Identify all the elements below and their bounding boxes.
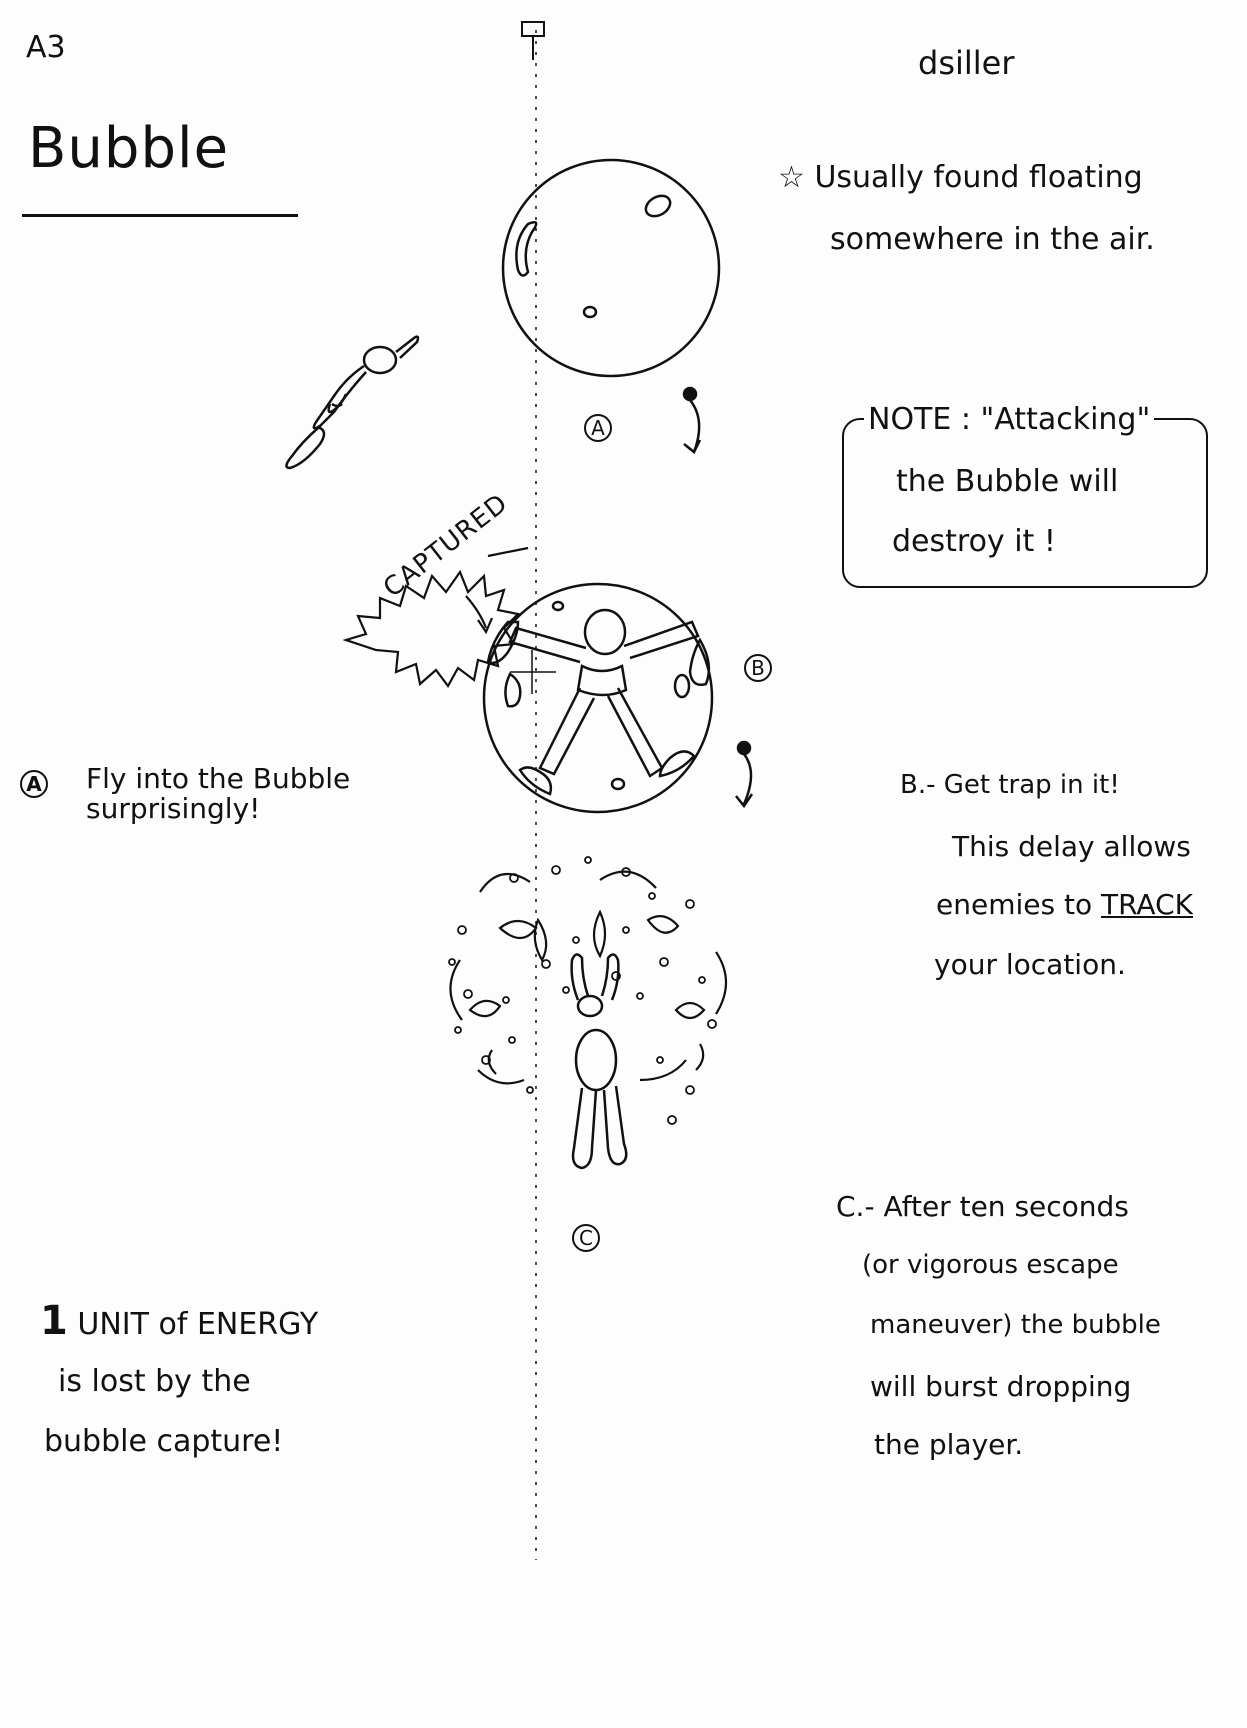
caption-c-line-1: C.- After ten seconds — [836, 1190, 1129, 1223]
energy-unit-number: 1 — [40, 1298, 68, 1344]
note-line-2: destroy it ! — [892, 524, 1056, 559]
stage-b-arrow — [736, 742, 752, 806]
bubble-with-trapped-player — [484, 584, 712, 812]
energy-line-3: bubble capture! — [44, 1424, 284, 1459]
printer-mark — [522, 22, 544, 60]
bubble-empty — [503, 160, 719, 376]
habitat-text-1: Usually found floating — [814, 160, 1143, 195]
note-line-1: the Bubble will — [896, 464, 1119, 499]
caption-b-line-3-text: enemies to — [936, 888, 1101, 921]
energy-line-2: is lost by the — [58, 1364, 251, 1399]
caption-b-line-1: B.- Get trap in it! — [900, 770, 1120, 800]
falling-player-figure — [572, 954, 627, 1168]
caption-b-line-4: your location. — [934, 948, 1126, 981]
captured-label: CAPTURED — [378, 488, 514, 604]
page-title: Bubble — [28, 116, 230, 181]
stage-c-marker: C — [572, 1224, 600, 1252]
caption-b-line-3 — [936, 888, 1193, 921]
flying-player-figure — [286, 337, 418, 468]
caption-c-line-5: the player. — [874, 1428, 1024, 1461]
page-number: A3 — [26, 30, 66, 65]
caption-a — [86, 764, 350, 824]
caption-c-line-3: maneuver) the bubble — [870, 1310, 1161, 1340]
stage-b-marker: B — [744, 654, 772, 682]
track-emphasis: TRACK — [1100, 888, 1193, 921]
caption-a-line-2: surprisingly! — [86, 792, 261, 825]
caption-a-line-1: Fly into the Bubble — [86, 762, 351, 795]
habitat-line-2: somewhere in the air. — [830, 222, 1155, 257]
stage-a-marker: A — [584, 414, 612, 442]
caption-a-marker: A — [20, 770, 48, 798]
caption-c-line-4: will burst dropping — [870, 1370, 1132, 1403]
energy-line-1 — [40, 1298, 318, 1344]
caption-c-line-2: (or vigorous escape — [862, 1250, 1119, 1280]
author-signature: dsiller — [918, 44, 1015, 82]
stage-a-arrow — [684, 388, 700, 452]
energy-line-1-text: UNIT of ENERGY — [67, 1307, 319, 1342]
caption-b-line-2: This delay allows — [952, 830, 1191, 863]
note-label: NOTE : "Attacking" — [864, 402, 1154, 437]
star-icon: ☆ — [778, 160, 805, 195]
